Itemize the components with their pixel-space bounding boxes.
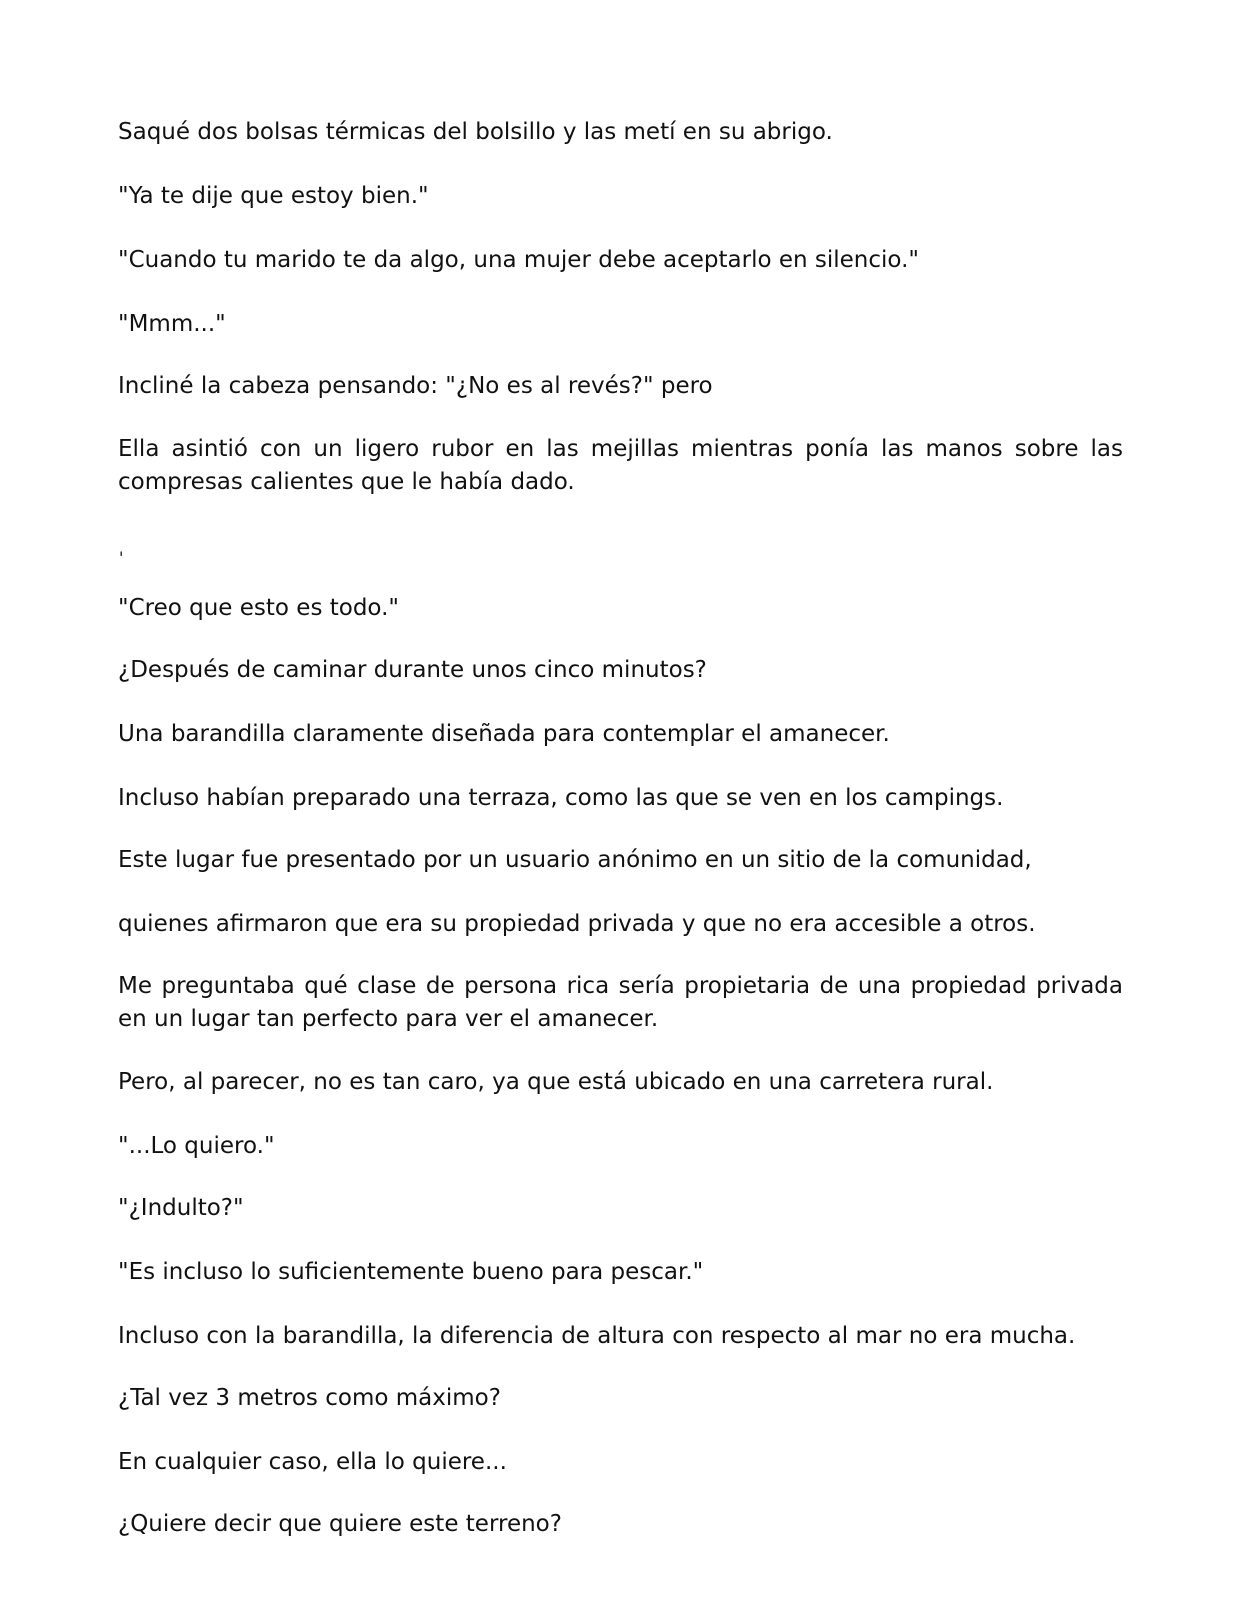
- paragraph-12: quienes afirmaron que era su propiedad privada y que no era accesible a otros.: [118, 911, 1036, 937]
- paragraph-7: "Creo que esto es todo.": [118, 595, 399, 621]
- paragraph-9: Una barandilla claramente diseñada para contemplar el amanecer.: [118, 721, 890, 747]
- paragraph-18: Incluso con la barandilla, la diferencia de altura con respecto al mar no era mucha.: [118, 1323, 1076, 1349]
- paragraph-21: ¿Quiere decir que quiere este terreno?: [118, 1511, 562, 1537]
- paragraph-16: "¿Indulto?": [118, 1195, 244, 1221]
- paragraph-19: ¿Tal vez 3 metros como máximo?: [118, 1385, 501, 1411]
- paragraph-3: "Cuando tu marido te da algo, una mujer debe aceptarlo en silencio.": [118, 247, 919, 273]
- paragraph-13: Me preguntaba qué clase de persona rica sería propietaria de una propiedad privada en un lugar tan perfecto para ver el amanecer.: [118, 973, 1123, 1032]
- paragraph-5: Incliné la cabeza pensando: "¿No es al revés?" pero: [118, 373, 713, 399]
- paragraph-10: Incluso habían preparado una terraza, como las que se ven en los campings.: [118, 785, 1004, 811]
- paragraph-8: ¿Después de caminar durante unos cinco minutos?: [118, 657, 707, 683]
- paragraph-15: "...Lo quiero.": [118, 1133, 275, 1159]
- paragraph-4: "Mmm...": [118, 311, 226, 337]
- paragraph-11: Este lugar fue presentado por un usuario anónimo en un sitio de la comunidad,: [118, 847, 1032, 873]
- paragraph-2: "Ya te dije que estoy bien.": [118, 183, 429, 209]
- paragraph-17: "Es incluso lo suficientemente bueno para pescar.": [118, 1259, 704, 1285]
- stray-mark: ': [119, 548, 124, 567]
- paragraph-14: Pero, al parecer, no es tan caro, ya que está ubicado en una carretera rural.: [118, 1069, 994, 1095]
- paragraph-6: Ella asintió con un ligero rubor en las mejillas mientras ponía las manos sobre las compresas calientes que le había dado.: [118, 436, 1123, 495]
- paragraph-20: En cualquier caso, ella lo quiere...: [118, 1449, 507, 1475]
- paragraph-1: Saqué dos bolsas térmicas del bolsillo y las metí en su abrigo.: [118, 119, 833, 145]
